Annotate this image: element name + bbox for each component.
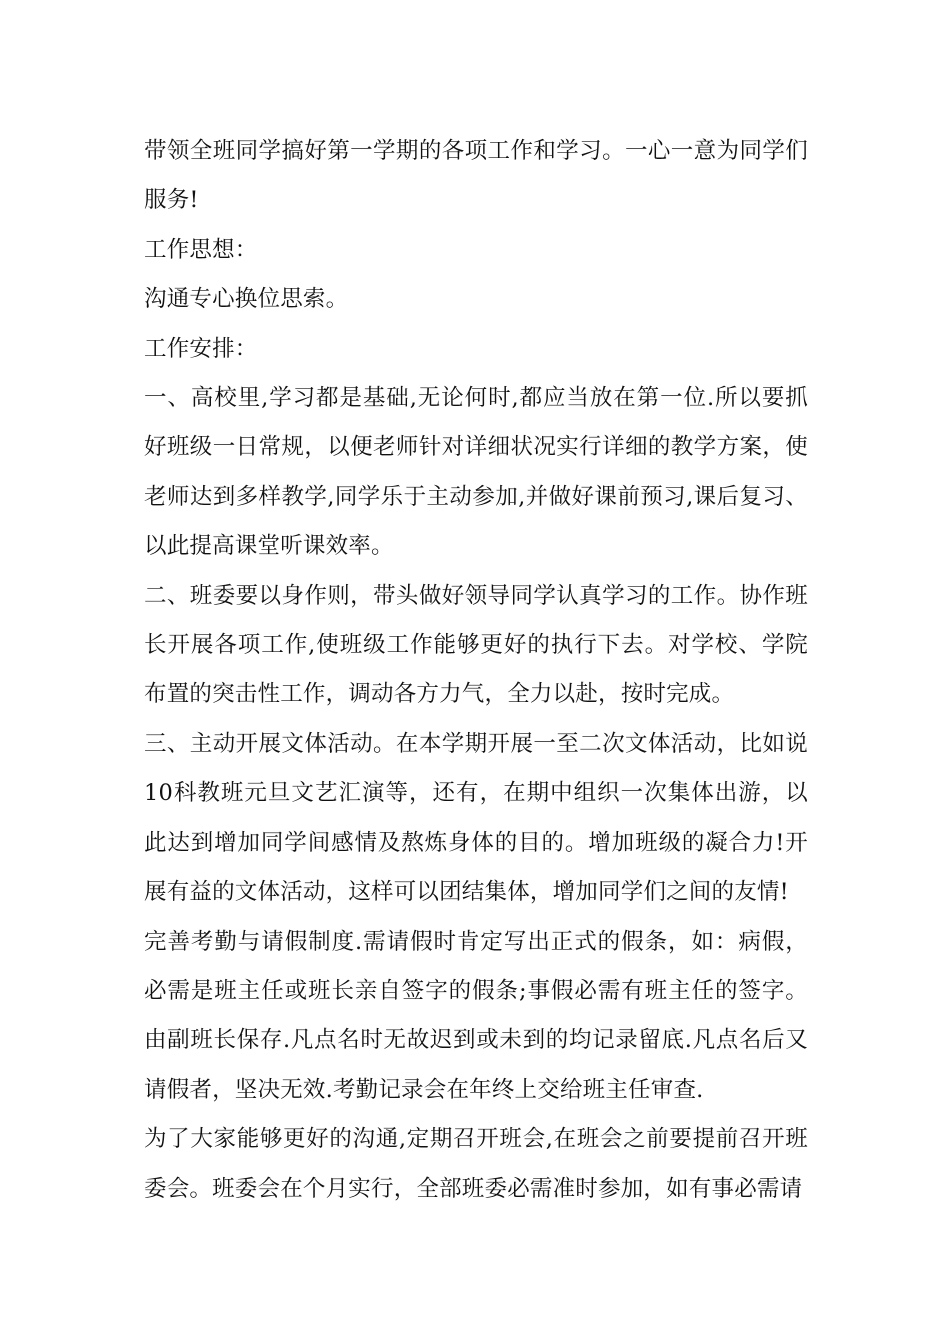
heading-work-thought: 工作思想： <box>144 236 258 263</box>
paragraph-item-three: 三、主动开展文体活动。在本学期开展一至二次文体活动，比如说10科教班元旦文艺汇演等，还有，在期中组织一次集体出游，以此达到增加同学间感情及熬炼身体的目的。增加班级的凝合力!开展有益的文体活动，这样可以团结集体，增加同学们之间的友情! <box>144 730 808 906</box>
heading-work-arrangement: 工作安排： <box>144 335 258 362</box>
paragraph-work-thought: 沟通专心换位思索。 <box>144 286 349 313</box>
document-body <box>144 127 808 1214</box>
paragraph-class-meeting: 为了大家能够更好的沟通,定期召开班会,在班会之前要提前召开班委会。班委会在个月实行，全部班委必需准时参加，如有事必需请 <box>144 1126 808 1202</box>
paragraph-item-one: 一、高校里,学习都是基础,无论何时,都应当放在第一位.所以要抓好班级一日常规，以便老师针对详细状况实行详细的教学方案，使老师达到多样教学,同学乐于主动参加,并做好课前预习,课后复习、以此提高课堂听课效率。 <box>144 385 808 560</box>
paragraph-attendance: 完善考勤与请假制度.需请假时肯定写出正式的假条，如：病假，必需是班主任或班长亲自签字的假条;事假必需有班主任的签字。由副班长保存.凡点名时无故迟到或未到的均记录留底.凡点名后又请假者，坚决无效.考勤记录会在年终上交给班主任审查. <box>144 928 808 1103</box>
paragraph-item-two: 二、班委要以身作则，带头做好领导同学认真学习的工作。协作班长开展各项工作,使班级工作能够更好的执行下去。对学校、学院布置的突击性工作，调动各方力气，全力以赴，按时完成。 <box>144 582 808 708</box>
paragraph-intro: 带领全班同学搞好第一学期的各项工作和学习。一心一意为同学们服务! <box>144 138 808 214</box>
